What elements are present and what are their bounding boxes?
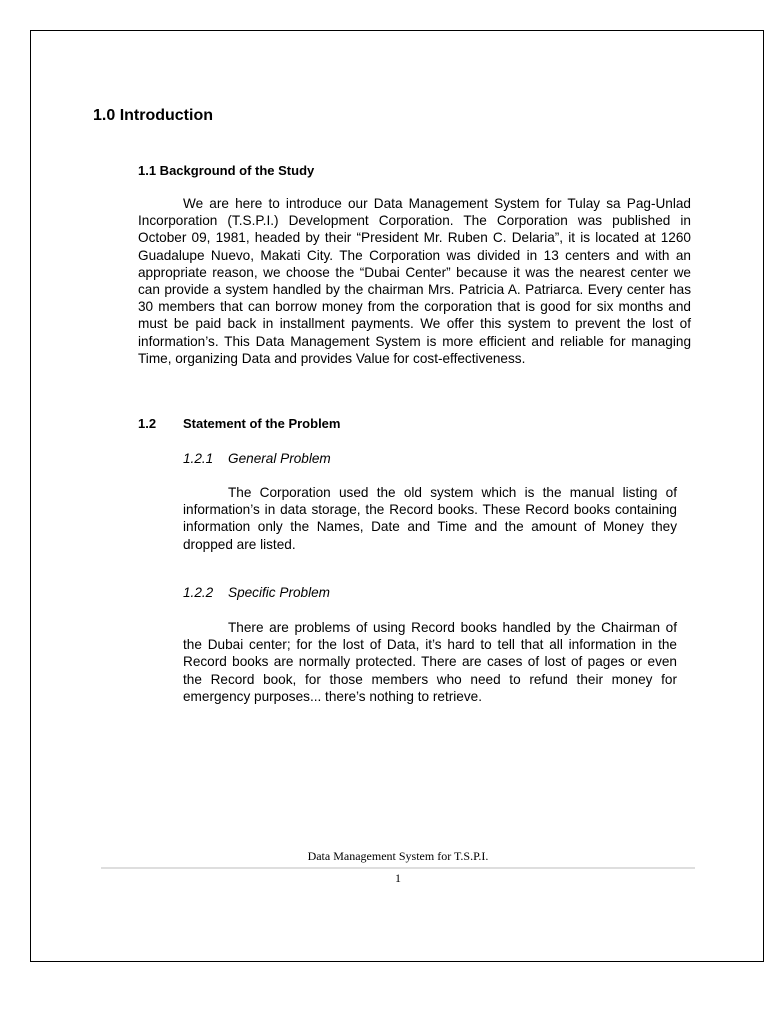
general-problem-heading bbox=[183, 451, 331, 466]
specific-problem-paragraph: There are problems of using Record books handled by the Chairman of the Dubai center; for the lost of Data, it’s hard to tell that all information in the Record books are normally protected. There are cases of lost of pages or even the Record book, for those members who need to refund their money for emergency purposes... there’s nothing to retrieve. bbox=[183, 620, 677, 704]
specific-problem-title: Specific Problem bbox=[228, 585, 330, 600]
background-paragraph: We are here to introduce our Data Management System for Tulay sa Pag-Unlad Incorporation (T.S.P.I.) Development Corporation. The Corporation was published in October 09, 1981, headed by their “President Mr. Ruben C. Delaria”, it is located at 1260 Guadalupe Nuevo, Makati City. The Corporation was divided in 13 centers and with an appropriate reason, we choose the “Dubai Center” because it was the nearest center we can provide a system handled by the chairman Mrs. Patricia A. Patriarca. Every center has 30 members that can borrow money from the corporation that is good for six months and must be paid back in installment payments. We offer this system to prevent the lost of information’s. This Data Management System is more efficient and reliable for managing Time, organizing Data and provides Value for cost-effectiveness. bbox=[138, 196, 691, 366]
general-problem-paragraph: The Corporation used the old system which is the manual listing of information’s in data storage, the Record books. These Record books containing information only the Names, Date and Time and the amount of Money they dropped are listed. bbox=[183, 485, 677, 552]
problem-section-number: 1.2 bbox=[138, 416, 157, 431]
problem-section-title: Statement of the Problem bbox=[183, 416, 341, 431]
footer-title: Data Management System for T.S.P.I. bbox=[307, 849, 489, 863]
footer-divider bbox=[101, 865, 695, 869]
specific-problem-heading bbox=[183, 585, 330, 600]
section-heading-introduction: 1.0 Introduction bbox=[93, 107, 213, 124]
general-problem-number: 1.2.1 bbox=[183, 451, 214, 466]
subsection-heading-problem bbox=[138, 416, 340, 431]
specific-problem-number: 1.2.2 bbox=[183, 585, 214, 600]
subsection-heading-background: 1.1 Background of the Study bbox=[138, 163, 315, 178]
document-page bbox=[30, 30, 764, 962]
page-number: 1 bbox=[395, 871, 401, 885]
general-problem-title: General Problem bbox=[228, 451, 331, 466]
